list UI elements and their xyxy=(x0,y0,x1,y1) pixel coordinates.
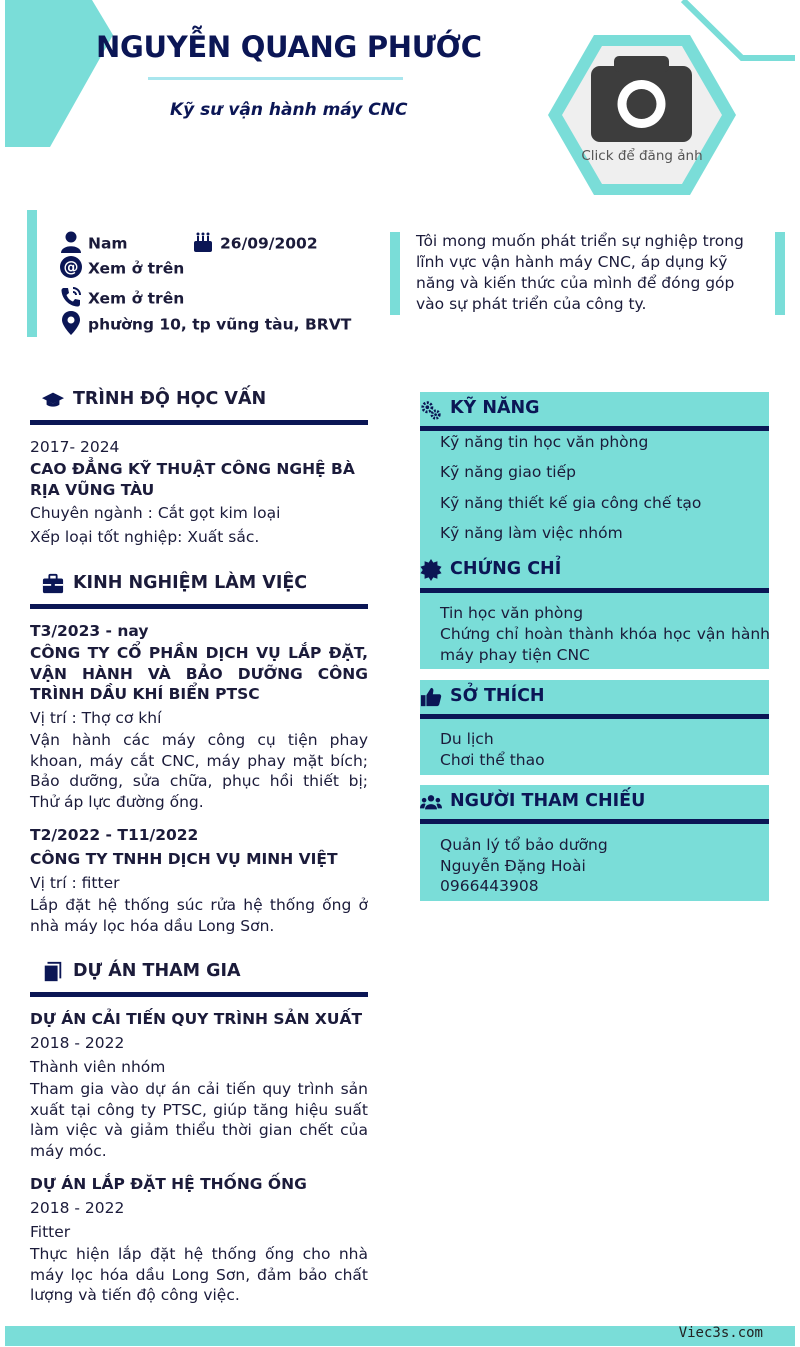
job-title: Kỹ sư vận hành máy CNC xyxy=(170,100,408,120)
hobby-item: Du lịch xyxy=(440,730,494,748)
experience-rule xyxy=(30,604,368,609)
project-name: DỰ ÁN CẢI TIẾN QUY TRÌNH SẢN XUẤT xyxy=(30,1010,363,1028)
thumbs-up-icon xyxy=(420,686,442,708)
job-company: CÔNG TY TNHH DỊCH VỤ MINH VIỆT xyxy=(30,850,338,868)
skill-item: Kỹ năng làm việc nhóm xyxy=(440,524,623,542)
projects-header xyxy=(30,961,368,1001)
career-objective: Tôi mong muốn phát triển sự nghiệp trong lĩnh vực vận hành máy CNC, áp dụng kỹ năng và kiến thức của mình để đóng góp vào sự phát triển của công ty. xyxy=(416,232,744,313)
objective-accent-right xyxy=(775,232,785,315)
photo-frame xyxy=(546,32,738,198)
skills-rule xyxy=(420,426,769,431)
address-row xyxy=(60,311,351,339)
skill-item: Kỹ năng giao tiếp xyxy=(440,463,576,481)
project-period: 2018 - 2022 xyxy=(30,1034,125,1052)
hobbies-panel xyxy=(420,680,769,775)
certificates-rule xyxy=(420,588,769,593)
birthday-cake-icon xyxy=(192,231,214,257)
hobbies-heading: SỞ THÍCH xyxy=(450,686,545,706)
email-at-icon xyxy=(60,256,82,282)
hobbies-rule xyxy=(420,714,769,719)
project-period: 2018 - 2022 xyxy=(30,1199,125,1217)
skill-item: Kỹ năng tin học văn phòng xyxy=(440,433,649,451)
education-rule xyxy=(30,420,368,425)
certificate-item: Chứng chỉ hoàn thành khóa học vận hành máy phay tiện CNC xyxy=(440,625,770,664)
location-pin-icon xyxy=(60,311,82,339)
footer-bar xyxy=(5,1326,795,1346)
job-role: Vị trí : fitter xyxy=(30,874,120,892)
reference-item: Nguyễn Đặng Hoài xyxy=(440,857,586,875)
phone-row xyxy=(60,286,184,312)
reference-item: Quản lý tổ bảo dưỡng xyxy=(440,836,608,854)
certificates-heading: CHỨNG CHỈ xyxy=(450,559,562,579)
experience-heading: KINH NGHIỆM LÀM VIỆC xyxy=(73,573,308,593)
skill-item: Kỹ năng thiết kế gia công chế tạo xyxy=(440,494,702,512)
references-heading: NGƯỜI THAM CHIẾU xyxy=(450,791,646,811)
project-name: DỰ ÁN LẮP ĐẶT HỆ THỐNG ỐNG xyxy=(30,1175,307,1193)
reference-item: 0966443908 xyxy=(440,877,539,895)
objective-accent-left xyxy=(390,232,400,315)
education-grade: Xếp loại tốt nghiệp: Xuất sắc. xyxy=(30,528,260,546)
users-icon xyxy=(420,791,442,813)
project-role: Fitter xyxy=(30,1223,71,1241)
hobby-item: Chơi thể thao xyxy=(440,751,545,769)
certificate-badge-icon xyxy=(420,559,442,581)
references-rule xyxy=(420,819,769,824)
title-divider xyxy=(148,77,403,80)
gears-icon xyxy=(420,399,442,421)
address-value: phường 10, tp vũng tàu, BRVT xyxy=(88,315,352,334)
briefcase-icon xyxy=(42,573,64,595)
phone-icon xyxy=(60,286,82,312)
gender-value: Nam xyxy=(88,234,128,253)
book-icon xyxy=(42,961,64,983)
references-panel xyxy=(420,785,769,901)
education-header xyxy=(30,389,368,429)
project-description: Tham gia vào dự án cải tiến quy trình sản xuất tại công ty PTSC, giúp tăng hiệu suất làm việc và giảm thiểu thời gian chết của máy móc. xyxy=(30,1080,368,1160)
education-heading: TRÌNH ĐỘ HỌC VẤN xyxy=(73,389,267,409)
education-school: CAO ĐẲNG KỸ THUẬT CÔNG NGHỆ BÀ RỊA VŨNG TÀU xyxy=(30,460,355,499)
project-description: Thực hiện lắp đặt hệ thống ống cho nhà máy lọc hóa dầu Long Sơn, đảm bảo chất lượng và tiến độ công việc. xyxy=(30,1245,368,1304)
gender-row xyxy=(60,231,128,257)
email-row xyxy=(60,256,184,282)
candidate-name: NGUYỄN QUANG PHƯỚC xyxy=(96,30,482,64)
graduation-cap-icon xyxy=(42,389,64,411)
info-accent-bar xyxy=(27,210,37,337)
job-role: Vị trí : Thợ cơ khí xyxy=(30,709,162,727)
job-description: Lắp đặt hệ thống súc rửa hệ thống ống ở nhà máy lọc hóa dầu Long Sơn. xyxy=(30,896,368,935)
birthday-row xyxy=(192,231,318,257)
phone-value: Xem ở trên xyxy=(88,289,185,308)
certificate-item: Tin học văn phòng xyxy=(440,604,584,622)
photo-upload[interactable] xyxy=(546,32,738,198)
education-major: Chuyên ngành : Cắt gọt kim loại xyxy=(30,504,281,522)
projects-heading: DỰ ÁN THAM GIA xyxy=(73,961,241,981)
birthday-value: 26/09/2002 xyxy=(220,234,318,253)
photo-caption: Click để đăng ảnh xyxy=(581,148,703,164)
skills-certificates-panel xyxy=(420,392,769,669)
experience-header xyxy=(30,573,368,613)
projects-rule xyxy=(30,992,368,997)
job-period: T3/2023 - nay xyxy=(30,622,149,640)
education-period: 2017- 2024 xyxy=(30,438,120,456)
job-description: Vận hành các máy công cụ tiện phay khoan, máy cắt CNC, máy phay mặt bích; Bảo dưỡng, sửa chữa, phục hồi thiết bị; Thử áp lực đường ống. xyxy=(30,731,368,811)
job-company: CÔNG TY CỔ PHẦN DỊCH VỤ LẮP ĐẶT, VẬN HÀNH VÀ BẢO DƯỠNG CÔNG TRÌNH DẦU KHÍ BIỂN PTSC xyxy=(30,644,368,703)
camera-icon xyxy=(591,56,692,142)
footer-brand[interactable]: Viec3s.com xyxy=(678,1325,763,1341)
project-role: Thành viên nhóm xyxy=(30,1058,166,1076)
skills-heading: KỸ NĂNG xyxy=(450,398,540,418)
person-icon xyxy=(60,231,82,257)
email-value: Xem ở trên xyxy=(88,259,185,278)
svg-text:@: @ xyxy=(63,258,79,276)
job-period: T2/2022 - T11/2022 xyxy=(30,826,199,844)
